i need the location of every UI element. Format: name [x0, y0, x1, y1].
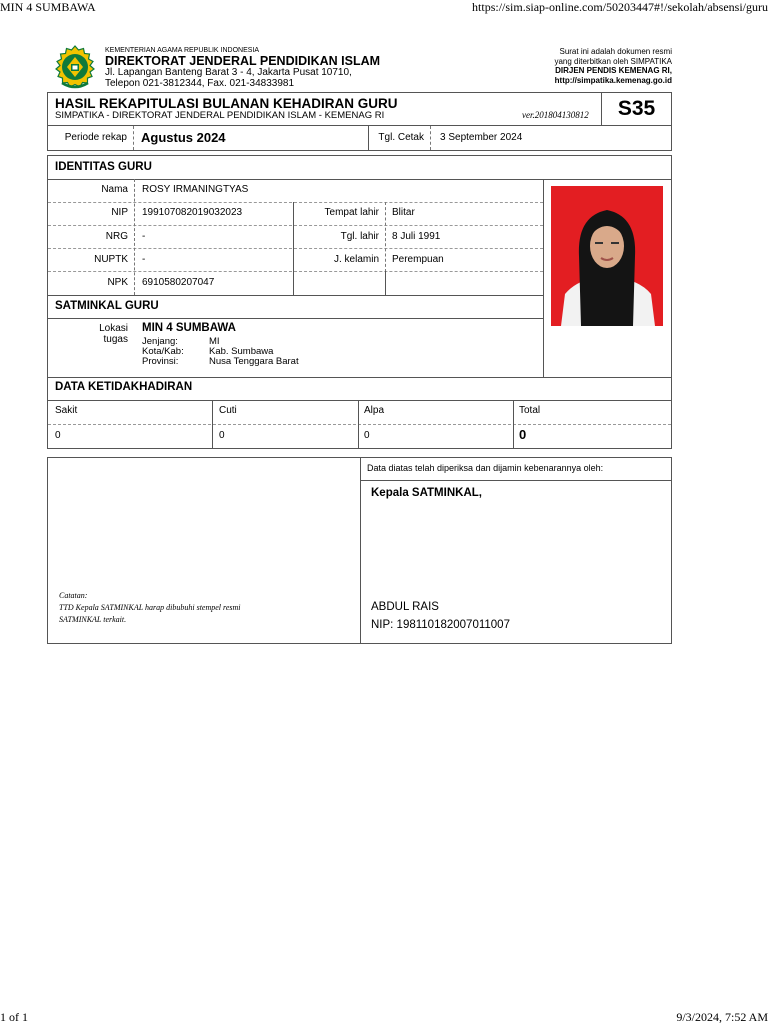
- ministry-name: KEMENTERIAN AGAMA REPUBLIK INDONESIA: [105, 47, 260, 54]
- provinsi-label: Provinsi:: [142, 355, 179, 367]
- absence-header-total: Total: [519, 405, 541, 416]
- name-value: ROSY IRMANINGTYAS: [142, 184, 249, 195]
- note: [59, 590, 241, 626]
- birthplace-value: Blitar: [392, 207, 415, 218]
- report-title-box: [47, 92, 672, 126]
- absence-header-leave: Cuti: [219, 405, 237, 416]
- directorate-name: DIREKTORAT JENDERAL PENDIDIKAN ISLAM: [105, 54, 381, 69]
- npk-value: 6910580207047: [142, 277, 215, 288]
- satminkal-heading: SATMINKAL GURU: [55, 300, 159, 312]
- npk-label: NPK: [107, 277, 128, 288]
- address: Jl. Lapangan Banteng Barat 3 - 4, Jakarta Pusat 10710,: [105, 67, 352, 79]
- note-label: Catatan:: [59, 591, 88, 600]
- identity-heading: IDENTITAS GURU: [55, 161, 152, 173]
- identity-section: [47, 155, 672, 449]
- period-row: [47, 125, 672, 151]
- note-line-1: Surat ini adalah dokumen resmi: [559, 47, 672, 56]
- period-label: Periode rekap: [48, 126, 134, 150]
- print-url: https://sim.siap-online.com/50203447#!/sekolah/absensi/guru: [472, 0, 768, 14]
- kota-value: Kab. Sumbawa: [209, 345, 274, 357]
- report-title: HASIL REKAPITULASI BULANAN KEHADIRAN GURU: [55, 96, 398, 111]
- official-document-note: [554, 47, 672, 85]
- teacher-photo: [551, 186, 663, 326]
- signer-role: Kepala SATMINKAL,: [371, 487, 482, 499]
- provinsi-value: Nusa Tenggara Barat: [209, 355, 299, 367]
- birthdate-label: Tgl. lahir: [340, 231, 379, 242]
- location-label-line1: Lokasi: [99, 323, 128, 334]
- nip-value: 199107082019032023: [142, 207, 243, 218]
- note-line-2: SATMINKAL terkait.: [59, 615, 127, 624]
- signer-nip: NIP: 198110182007011007: [371, 619, 510, 631]
- school-details: [142, 337, 299, 367]
- print-date-value: 3 September 2024: [440, 132, 523, 143]
- phone-fax: Telepon 021-3812344, Fax. 021-34833981: [105, 77, 295, 89]
- note-line-1: TTD Kepala SATMINKAL harap dibubuhi stempel resmi: [59, 603, 241, 612]
- absence-value-total: 0: [519, 427, 527, 442]
- note-line-2: yang diterbitkan oleh SIMPATIKA: [554, 56, 672, 66]
- nuptk-label: NUPTK: [94, 254, 128, 265]
- note-line-4: http://simpatika.kemenag.go.id: [554, 75, 672, 85]
- nip-label: NIP: [111, 207, 128, 218]
- location-label-line2: tugas: [103, 333, 128, 345]
- jenjang-label: Jenjang:: [142, 336, 178, 347]
- school-name: MIN 4 SUMBAWA: [142, 322, 236, 334]
- note-line-3: DIRJEN PENDIS KEMENAG RI,: [555, 66, 672, 76]
- kemenag-logo-icon: [52, 45, 98, 91]
- gender-label: J. kelamin: [333, 254, 379, 265]
- print-datetime: 9/3/2024, 7:52 AM: [676, 1010, 768, 1024]
- nrg-value: -: [142, 231, 146, 242]
- nuptk-value: -: [142, 254, 146, 265]
- gender-value: Perempuan: [392, 254, 444, 265]
- birthdate-value: 8 Juli 1991: [392, 231, 441, 242]
- absence-value-leave: 0: [219, 430, 225, 441]
- period-value: Agustus 2024: [141, 130, 226, 145]
- letterhead: [47, 44, 672, 92]
- signer-name: ABDUL RAIS: [371, 601, 439, 613]
- birthplace-label: Tempat lahir: [324, 207, 379, 218]
- form-code: S35: [601, 93, 671, 125]
- absence-value-sick: 0: [55, 430, 61, 441]
- absence-header-sick: Sakit: [55, 405, 78, 416]
- absence-value-absent: 0: [364, 430, 370, 441]
- verification-statement: Data diatas telah diperiksa dan dijamin kebenarannya oleh:: [367, 463, 604, 473]
- print-page-count: 1 of 1: [0, 1010, 28, 1024]
- report-subtitle: SIMPATIKA - DIREKTORAT JENDERAL PENDIDIKAN ISLAM - KEMENAG RI: [55, 110, 385, 121]
- version-label: ver.201804130812: [522, 110, 589, 120]
- name-label: Nama: [101, 184, 128, 195]
- absence-heading: DATA KETIDAKHADIRAN: [55, 381, 193, 393]
- location-label: [48, 324, 134, 345]
- nrg-label: NRG: [105, 231, 128, 242]
- kota-label: Kota/Kab:: [142, 345, 184, 357]
- jenjang-value: MI: [209, 336, 220, 347]
- print-date-label: Tgl. Cetak: [369, 126, 431, 150]
- attendance-report: [47, 44, 672, 644]
- signature-section: [47, 457, 672, 644]
- print-header: [0, 0, 768, 16]
- print-page-title: MIN 4 SUMBAWA: [0, 0, 96, 14]
- print-footer: [0, 1010, 768, 1024]
- absence-header-absent: Alpa: [364, 405, 385, 416]
